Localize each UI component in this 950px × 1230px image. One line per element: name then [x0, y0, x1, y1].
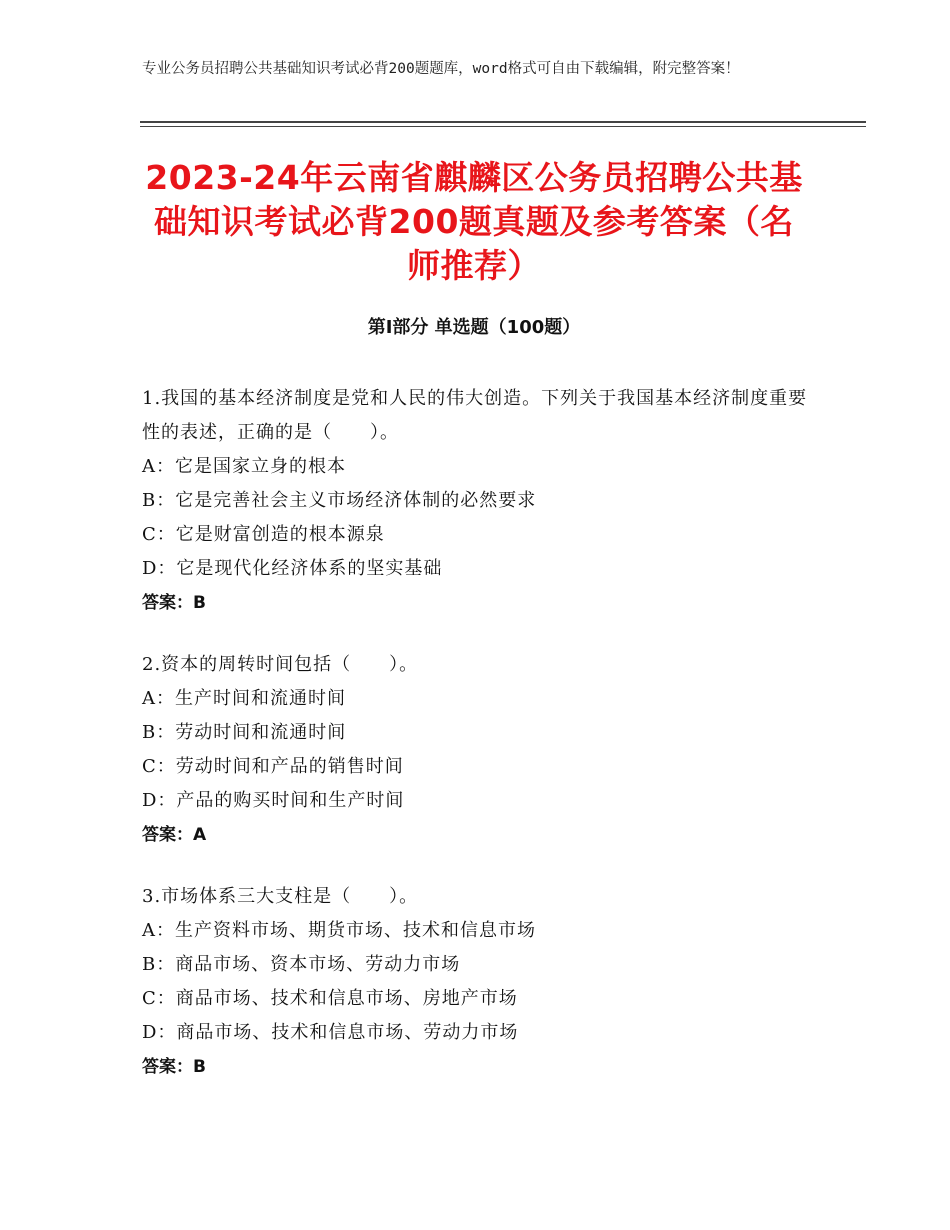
option-d: D：它是现代化经济体系的坚实基础 — [142, 558, 443, 579]
answer-line: 答案：B — [142, 593, 206, 613]
question-list — [142, 382, 812, 1112]
option-b: B：商品市场、资本市场、劳动力市场 — [142, 954, 461, 975]
question-1 — [142, 382, 812, 620]
answer-line: 答案：B — [142, 1057, 206, 1077]
option-a: A：生产时间和流通时间 — [142, 688, 346, 709]
option-c: C：商品市场、技术和信息市场、房地产市场 — [142, 988, 518, 1009]
question-3 — [142, 880, 812, 1084]
question-stem: 2.资本的周转时间包括（ ）。 — [142, 654, 419, 675]
question-stem: 1.我国的基本经济制度是党和人民的伟大创造。下列关于我国基本经济制度重要性的表述，正确的是（ ）。 — [142, 388, 808, 443]
option-d: D：产品的购买时间和生产时间 — [142, 790, 405, 811]
option-b: B：劳动时间和流通时间 — [142, 722, 347, 743]
option-c: C：劳动时间和产品的销售时间 — [142, 756, 404, 777]
question-2 — [142, 648, 812, 852]
header-note: 专业公务员招聘公共基础知识考试必背200题题库，word格式可自由下载编辑，附完整答案！ — [142, 61, 740, 77]
document-title: 2023-24年云南省麒麟区公务员招聘公共基础知识考试必背200题真题及参考答案（名师推荐） — [145, 158, 803, 285]
answer-line: 答案：A — [142, 825, 207, 845]
header-divider-thin — [140, 126, 866, 127]
option-a: A：生产资料市场、期货市场、技术和信息市场 — [142, 920, 536, 941]
section-heading: 第Ⅰ部分 单选题（100题） — [367, 317, 581, 338]
header-divider-thick — [140, 121, 866, 123]
option-b: B：它是完善社会主义市场经济体制的必然要求 — [142, 490, 537, 511]
question-stem: 3.市场体系三大支柱是（ ）。 — [142, 886, 419, 907]
option-c: C：它是财富创造的根本源泉 — [142, 524, 385, 545]
option-a: A：它是国家立身的根本 — [142, 456, 346, 477]
option-d: D：商品市场、技术和信息市场、劳动力市场 — [142, 1022, 519, 1043]
